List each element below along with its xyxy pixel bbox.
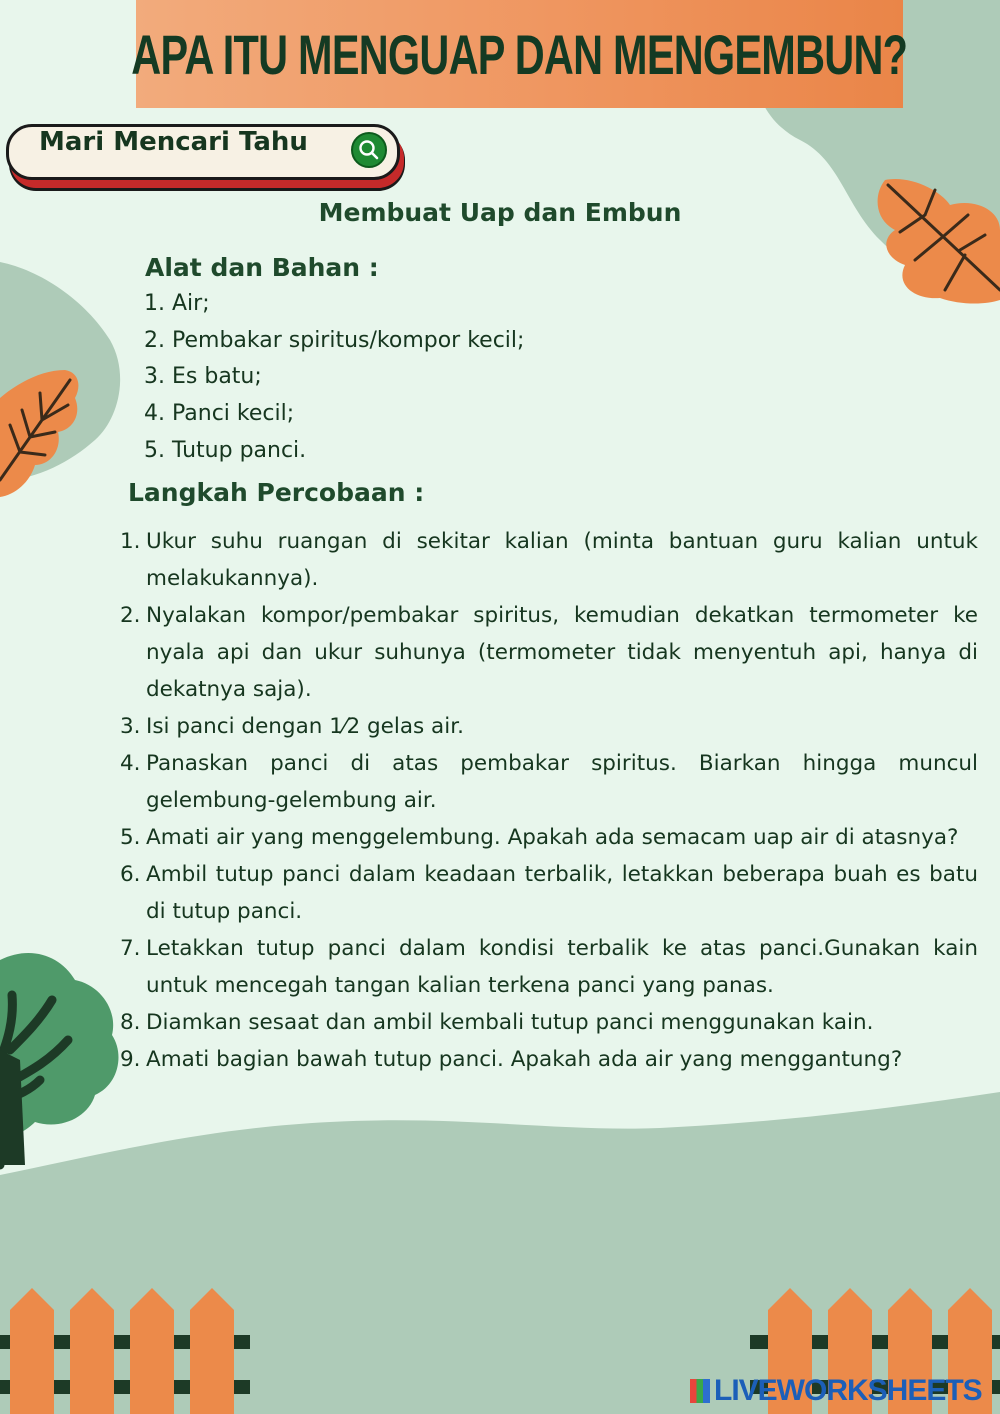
step-number: 3.: [120, 714, 141, 739]
search-bar[interactable]: [6, 124, 400, 180]
page-title: APA ITU MENGUAP DAN MENGEMBUN?: [131, 22, 908, 86]
list-item: [144, 396, 524, 433]
list-item: [144, 323, 524, 360]
search-button[interactable]: [351, 132, 387, 168]
step-text: Letakkan tutup panci dalam kondisi terbalik ke atas panci.Gunakan kain untuk mencegah tangan kalian terkena panci yang panas.: [146, 936, 978, 998]
list-item: [144, 359, 524, 396]
search-icon: [353, 134, 385, 166]
step-number: 7.: [120, 936, 141, 961]
step-item: [118, 819, 978, 856]
step-item: [118, 856, 978, 930]
step-text: Isi panci dengan 1⁄2 gelas air.: [146, 714, 464, 739]
step-text: Amati air yang menggelembung. Apakah ada semacam uap air di atasnya?: [146, 825, 959, 850]
section-subtitle: Membuat Uap dan Embun: [318, 198, 682, 227]
list-item: [144, 286, 524, 323]
item-text: Pembakar spiritus/kompor kecil;: [172, 327, 525, 353]
step-item: [118, 523, 978, 597]
step-item: [118, 708, 978, 745]
step-text: Panaskan panci di atas pembakar spiritus. Biarkan hingga muncul gelembung-gelembung air.: [146, 751, 978, 813]
tree-illustration: [0, 953, 118, 1165]
item-text: Es batu;: [172, 364, 262, 390]
step-text: Nyalakan kompor/pembakar spiritus, kemudian dekatkan termometer ke nyala api dan ukur suhunya (termometer tidak menyentuh api, hanya di dekatnya saja).: [146, 603, 978, 702]
item-number: 2.: [144, 327, 165, 353]
step-item: [118, 597, 978, 708]
list-item: [144, 433, 524, 470]
item-number: 3.: [144, 364, 165, 390]
brand-name: LIVEWORKSHEETS: [714, 1374, 982, 1407]
step-number: 8.: [120, 1010, 141, 1035]
step-number: 5.: [120, 825, 141, 850]
item-text: Tutup panci.: [172, 437, 307, 463]
step-item: [118, 930, 978, 1004]
step-text: Amati bagian bawah tutup panci. Apakah ada air yang menggantung?: [146, 1047, 903, 1072]
materials-heading: Alat dan Bahan :: [145, 253, 379, 282]
search-bar-label: Mari Mencari Tahu: [39, 127, 308, 157]
step-item: [118, 1004, 978, 1041]
item-number: 1.: [144, 291, 165, 316]
step-number: 1.: [120, 529, 141, 554]
step-text: Ukur suhu ruangan di sekitar kalian (minta bantuan guru kalian untuk melakukannya).: [146, 529, 978, 591]
step-number: 4.: [120, 751, 141, 776]
item-text: Panci kecil;: [172, 401, 295, 427]
title-banner: [131, 0, 908, 108]
step-number: 9.: [120, 1047, 141, 1072]
step-text: Ambil tutup panci dalam keadaan terbalik, letakkan beberapa buah es batu di tutup panci.: [146, 862, 978, 924]
step-item: [118, 745, 978, 819]
step-number: 6.: [120, 862, 141, 887]
brand-watermark[interactable]: [690, 1374, 982, 1408]
steps-heading: Langkah Percobaan :: [128, 478, 425, 507]
brand-logo-icon: [690, 1379, 710, 1403]
item-text: Air;: [172, 291, 210, 316]
step-text: Diamkan sesaat dan ambil kembali tutup panci menggunakan kain.: [146, 1010, 874, 1035]
step-number: 2.: [120, 603, 141, 628]
item-number: 5.: [144, 437, 165, 463]
item-number: 4.: [144, 401, 165, 427]
step-item: [118, 1041, 978, 1078]
materials-list: [144, 286, 524, 470]
steps-list: [118, 523, 978, 1078]
